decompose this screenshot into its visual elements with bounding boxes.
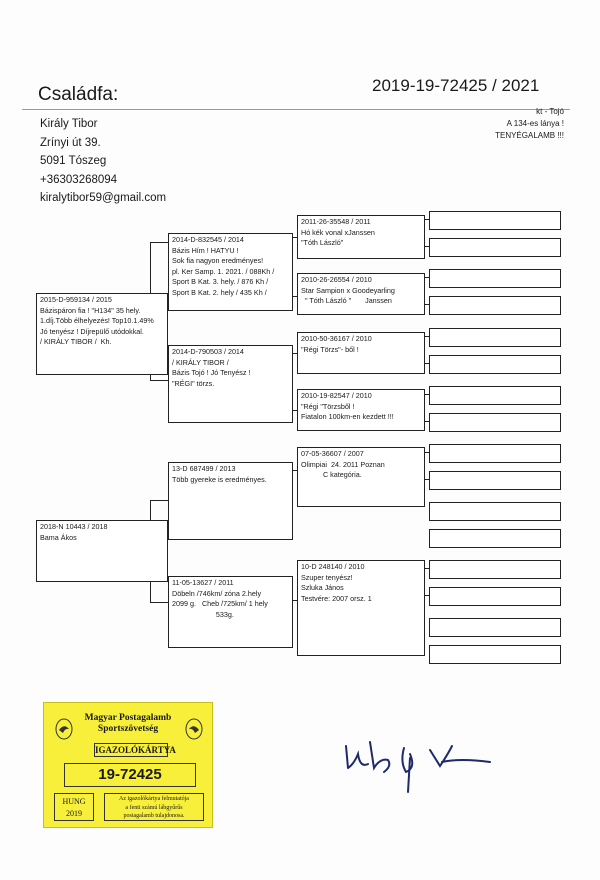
bird-note-1: A 134-es lánya !: [506, 119, 564, 128]
owner-street: Zrínyi út 39.: [40, 136, 101, 149]
owner-block: [40, 115, 166, 208]
pedigree-dam-dam: 11-05-13627 / 2011 Döbeln /746km/ zóna 2.hely 2099 g. Cheb /725km/ 1 hely 533g.: [168, 576, 293, 648]
pedigree-dss: 07-05-36607 / 2007 Olimpiai 24. 2011 Poznan C kategória.: [297, 447, 425, 507]
owner-email: kiralytibor59@gmail.com: [40, 192, 167, 204]
bird-info: [440, 106, 564, 142]
card-label: IGAZOLÓKÁRTYA: [95, 745, 176, 755]
bird-sex: kt - Tojó: [536, 107, 564, 116]
bird-note-2: TENYÉGALAMB !!!: [495, 131, 564, 140]
pedigree-sire-dam: 2014-D-790503 / 2014 / KIRÁLY TIBOR / Bázis Tojó ! Jó Tenyész ! "RÉGI" törzs.: [168, 345, 293, 423]
card-country-year: HUNG 2019: [54, 793, 94, 821]
card-number: 19-72425: [64, 763, 196, 787]
pedigree-dam-sire: 13-D 687499 / 2013 Több gyereke is eredményes.: [168, 462, 293, 540]
pedigree-dam: 2018-N 10443 / 2018 Bama Ákos: [36, 520, 168, 582]
card-organization: Magyar Postagalamb Sportszövetség: [84, 713, 172, 734]
ring-number: 2019-19-72425 / 2021: [372, 76, 540, 95]
pedigree-dds: 10-D 248140 / 2010 Szuper tenyész! Szluka János Testvére: 2007 orsz. 1: [297, 560, 425, 656]
owner-city: 5091 Tószeg: [40, 155, 107, 167]
owner-name: Király Tibor: [40, 118, 98, 130]
owner-phone: +36303268094: [40, 173, 118, 186]
pedigree-sire: 2015-D-959134 / 2015 Bázispáron fia ! "H134" 35 hely. 1.díj.Több élhelyezés! Top10.1.49% Jó tenyész ! Díjrepülő utódokkal. / KIRÁLY TIBOR / Kh.: [36, 293, 168, 375]
page-title: Családfa:: [38, 84, 119, 105]
pedigree-sds: 2010-50-36167 / 2010 "Régi Törzs"- ből !: [297, 332, 425, 374]
pedigree-sire-sire: 2014-D-832545 / 2014 Bázis Hím ! HATYU ! Sok fia nagyon eredményes! pl. Ker Samp. 1. 2021. / 088Kh / Sport B Kat. 3. hely. / 876 Kh / Sport B Kat. 2. hely / 435 Kh /: [168, 233, 293, 311]
pedigree-ssd: 2010-26-26554 / 2010 Star Sampion x Goodeyarling " Tóth László " Janssen: [297, 273, 425, 315]
pedigree-sss: 2011-26-35548 / 2011 Hó kék vonal xJanssen "Tóth László": [297, 215, 425, 259]
card-note: Az igazolókártya felmutatója a fenti számú lábgyűrűs postagalamb tulajdonosa.: [104, 793, 204, 821]
signature: [340, 728, 510, 798]
membership-card: [43, 702, 213, 828]
pedigree-sdd: 2010-19-82547 / 2010 "Régi "Törzsből ! Fiatalon 100km-en kezdett !!!: [297, 389, 425, 431]
